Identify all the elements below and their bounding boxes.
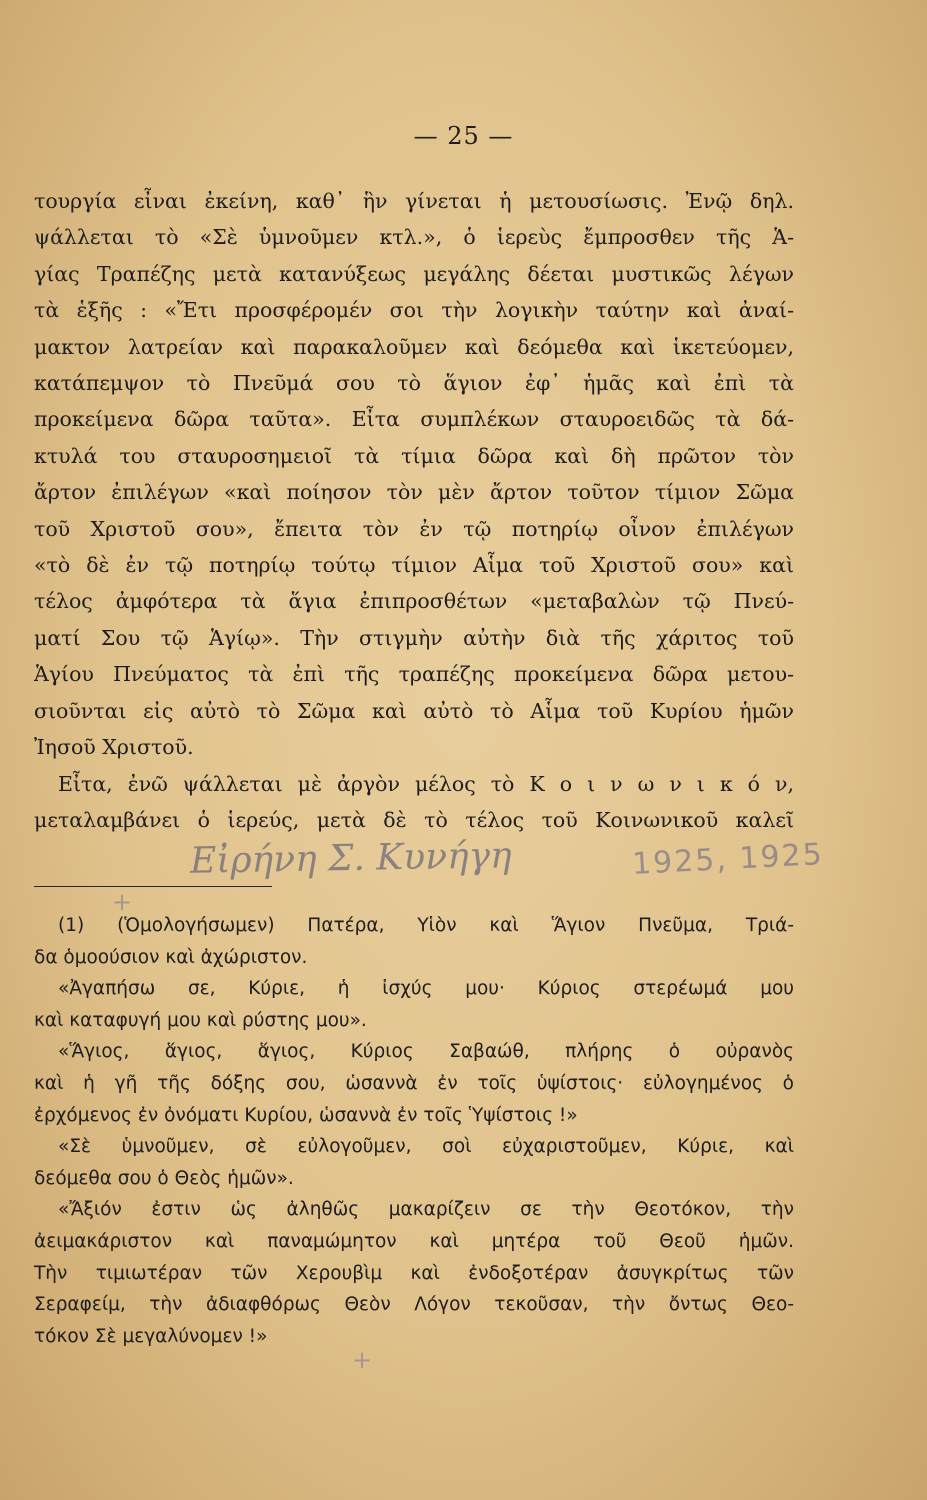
body-line: Ἁγίου Πνεύματος τὰ ἐπὶ τῆς τραπέζης προκείμενα δῶρα μετου-: [34, 662, 794, 687]
body-line: γίας Τραπέζης μετὰ κατανύξεως μεγάλης δέεται μυστικῶς λέγων: [34, 261, 794, 286]
body-line: σιοῦνται εἰς αὐτὸ τὸ Σῶμα καὶ αὐτὸ τὸ Αἷμα τοῦ Κυρίου ἡμῶν: [34, 698, 794, 723]
footnote-line: καὶ καταφυγή μου καὶ ρύστης μου».: [34, 1009, 367, 1031]
body-text: [34, 183, 794, 838]
body-line: μακτον λατρείαν καὶ παρακαλοῦμεν καὶ δεόμεθα καὶ ἱκετεύομεν,: [34, 334, 794, 359]
footnote-line: ἐρχόμενος ἐν ὀνόματι Κυρίου, ὡσαννὰ ἐν τοῖς Ὑψίστοις !»: [34, 1104, 578, 1126]
body-line: προκείμενα δῶρα ταῦτα». Εἶτα συμπλέκων σταυροειδῶς τὰ δά-: [34, 407, 794, 432]
footnote-line: Τὴν τιμιωτέραν τῶν Χερουβὶμ καὶ ἐνδοξοτέραν ἀσυγκρίτως τῶν: [34, 1262, 794, 1284]
footnote-line: Σεραφείμ, τὴν ἀδιαφθόρως Θεὸν Λόγον τεκοῦσαν, τὴν ὄντως Θεο-: [34, 1294, 794, 1316]
body-line: ματί Σου τῷ Ἁγίῳ». Τὴν στιγμὴν αὐτὴν διὰ τῆς χάριτος τοῦ: [34, 625, 794, 650]
footnote-line: (1) (Ὁμολογήσωμεν) Πατέρα, Υἱὸν καὶ Ἅγιον Πνεῦμα, Τριά-: [58, 915, 794, 936]
footnote-line: «Σὲ ὑμνοῦμεν, σὲ εὐλογοῦμεν, σοὶ εὐχαριστοῦμεν, Κύριε, καὶ: [58, 1136, 794, 1158]
body-line: τουργία εἶναι ἐκείνη, καθ᾽ ἣν γίνεται ἡ μετουσίωσις. Ἐνῷ δηλ.: [34, 189, 794, 213]
footnote-line: δεόμεθα σου ὁ Θεὸς ἡμῶν».: [34, 1167, 294, 1189]
body-line: τοῦ Χριστοῦ σου», ἔπειτα τὸν ἐν τῷ ποτηρίῳ οἶνον ἐπιλέγων: [34, 516, 794, 541]
body-line: Ἰησοῦ Χριστοῦ.: [34, 735, 194, 760]
footnote-line: «Ἄξιόν ἐστιν ὡς ἀληθῶς μακαρίζειν σε τὴν Θεοτόκον, τὴν: [58, 1199, 794, 1221]
footnote: [34, 910, 794, 1352]
pencil-cross-mark: +: [352, 1346, 373, 1374]
handwritten-signature: Εἰρήνη Σ. Κυνήγη: [189, 835, 513, 882]
footnote-line: δα ὁμοούσιον καὶ ἀχώριστον.: [34, 946, 308, 968]
footnote-line: ἀειμακάριστον καὶ παναμώμητον καὶ μητέρα τοῦ Θεοῦ ἡμῶν.: [34, 1230, 794, 1252]
footnote-line: καὶ ἡ γῆ τῆς δόξης σου, ὡσαννὰ ἐν τοῖς ὑψίστοις· εὐλογημένος ὁ: [34, 1072, 794, 1094]
footnote-line: «Ἅγιος, ἅγιος, ἅγιος, Κύριος Σαβαώθ, πλήρης ὁ οὐρανὸς: [58, 1041, 794, 1063]
body-line: ψάλλεται τὸ «Σὲ ὑμνοῦμεν κτλ.», ὁ ἱερεὺς ἔμπροσθεν τῆς Ἁ-: [34, 225, 794, 250]
body-line: ἄρτον ἐπιλέγων «καὶ ποίησον τὸν μὲν ἄρτον τοῦτον τίμιον Σῶμα: [34, 480, 794, 505]
body-line: τὰ ἑξῆς : «Ἔτι προσφέρομέν σοι τὴν λογικὴν ταύτην καὶ ἀναί-: [34, 298, 794, 323]
footnote-line: «Ἀγαπήσω σε, Κύριε, ἡ ἰσχύς μου· Κύριος στερέωμά μου: [58, 978, 794, 1000]
pencil-cross-mark: +: [112, 888, 133, 916]
body-line: Εἶτα, ἐνῶ ψάλλεται μὲ ἀργὸν μέλος τὸ Κ ο ι ν ω ν ι κ ό ν,: [58, 771, 794, 796]
page-number: — 25 —: [413, 122, 514, 150]
footnote-divider: [34, 886, 272, 887]
footnote-line: τόκον Σὲ μεγαλύνομεν !»: [34, 1325, 268, 1347]
body-line: «τὸ δὲ ἐν τῷ ποτηρίῳ τούτῳ τίμιον Αἷμα τοῦ Χριστοῦ σου» καὶ: [34, 553, 794, 578]
body-line: μεταλαμβάνει ὁ ἱερεύς, μετὰ δὲ τὸ τέλος τοῦ Κοινωνικοῦ καλεῖ: [34, 807, 794, 832]
handwritten-date: 1925, 1925: [631, 837, 825, 882]
body-line: τέλος ἀμφότερα τὰ ἅγια ἐπιπροσθέτων «μεταβαλὼν τῷ Πνεύ-: [34, 589, 794, 614]
body-line: κατάπεμψον τὸ Πνεῦμά σου τὸ ἅγιον ἐφ᾽ ἡμᾶς καὶ ἐπὶ τὰ: [34, 371, 794, 396]
body-line: κτυλά του σταυροσημειοῖ τὰ τίμια δῶρα καὶ δὴ πρῶτον τὸν: [34, 443, 794, 468]
